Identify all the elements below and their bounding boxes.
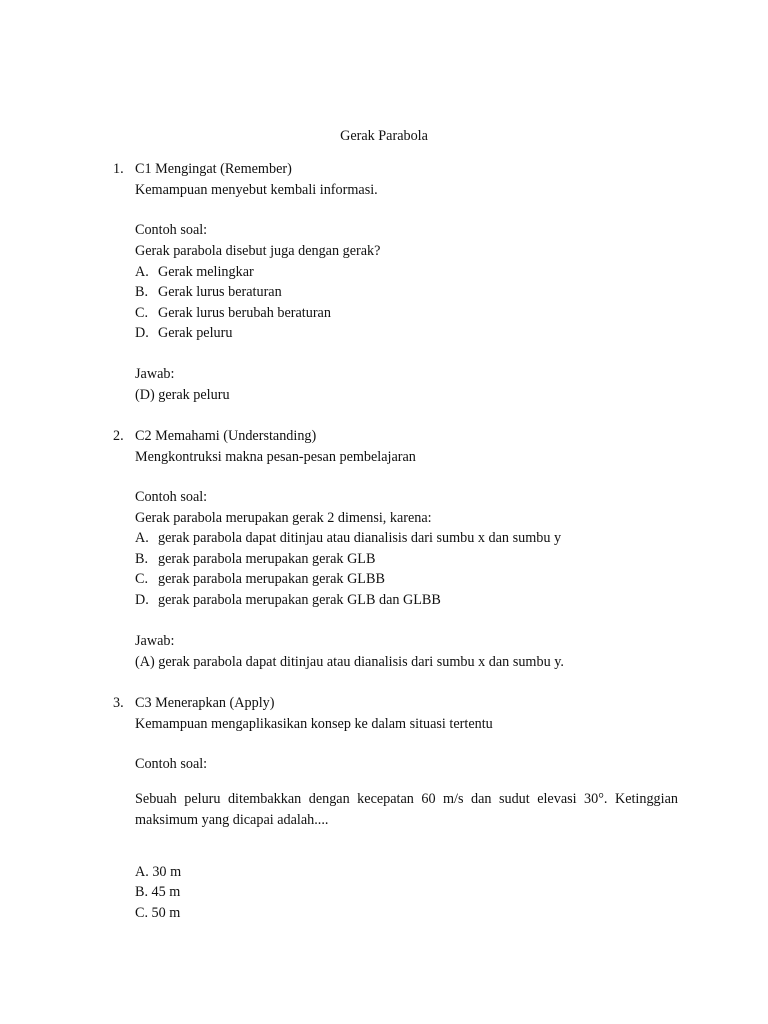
answer-text: (A) gerak parabola dapat ditinjau atau dianalisis dari sumbu x dan sumbu y. bbox=[135, 654, 564, 670]
option-letter: B. bbox=[135, 284, 149, 300]
option-text: Gerak melingkar bbox=[158, 264, 254, 280]
question-text: Gerak parabola merupakan gerak 2 dimensi, karena: bbox=[135, 510, 432, 526]
question-text: Gerak parabola disebut juga dengan gerak? bbox=[135, 243, 381, 259]
question-text: Sebuah peluru ditembakkan dengan kecepatan 60 m/s dan sudut elevasi 30°. Ketinggian maksimum yang dicapai adalah.... bbox=[135, 791, 678, 828]
option-letter: C. bbox=[135, 571, 149, 587]
option-text: gerak parabola merupakan gerak GLBB bbox=[158, 571, 385, 587]
option-item: B. 45 m bbox=[135, 884, 181, 900]
option-letter: A. bbox=[135, 530, 149, 546]
option-text: Gerak lurus beraturan bbox=[158, 284, 282, 300]
option-letter: D. bbox=[135, 325, 149, 341]
example-label: Contoh soal: bbox=[135, 756, 208, 772]
example-label: Contoh soal: bbox=[135, 222, 208, 238]
option-text: gerak parabola merupakan gerak GLB bbox=[158, 551, 376, 567]
document-title: Gerak Parabola bbox=[340, 128, 428, 144]
section-number: 3. bbox=[113, 695, 124, 711]
section-description: Kemampuan menyebut kembali informasi. bbox=[135, 182, 378, 198]
section-number: 1. bbox=[113, 161, 124, 177]
example-label: Contoh soal: bbox=[135, 489, 208, 505]
section-heading: C2 Memahami (Understanding) bbox=[135, 428, 317, 444]
option-letter: D. bbox=[135, 592, 149, 608]
section-description: Kemampuan mengaplikasikan konsep ke dalam situasi tertentu bbox=[135, 716, 493, 732]
section-number: 2. bbox=[113, 428, 124, 444]
section-heading: C1 Mengingat (Remember) bbox=[135, 161, 292, 177]
option-letter: C. bbox=[135, 305, 149, 321]
answer-label: Jawab: bbox=[135, 366, 175, 382]
answer-text: (D) gerak peluru bbox=[135, 387, 230, 403]
option-text: Gerak lurus berubah beraturan bbox=[158, 305, 331, 321]
section-heading: C3 Menerapkan (Apply) bbox=[135, 695, 275, 711]
option-text: Gerak peluru bbox=[158, 325, 233, 341]
option-item: A. 30 m bbox=[135, 864, 182, 880]
option-text: gerak parabola dapat ditinjau atau dianalisis dari sumbu x dan sumbu y bbox=[158, 530, 562, 546]
option-text: gerak parabola merupakan gerak GLB dan GLBB bbox=[158, 592, 441, 608]
option-item: C. 50 m bbox=[135, 905, 181, 921]
section-description: Mengkontruksi makna pesan-pesan pembelajaran bbox=[135, 449, 416, 465]
option-letter: B. bbox=[135, 551, 149, 567]
answer-label: Jawab: bbox=[135, 633, 175, 649]
option-letter: A. bbox=[135, 264, 149, 280]
